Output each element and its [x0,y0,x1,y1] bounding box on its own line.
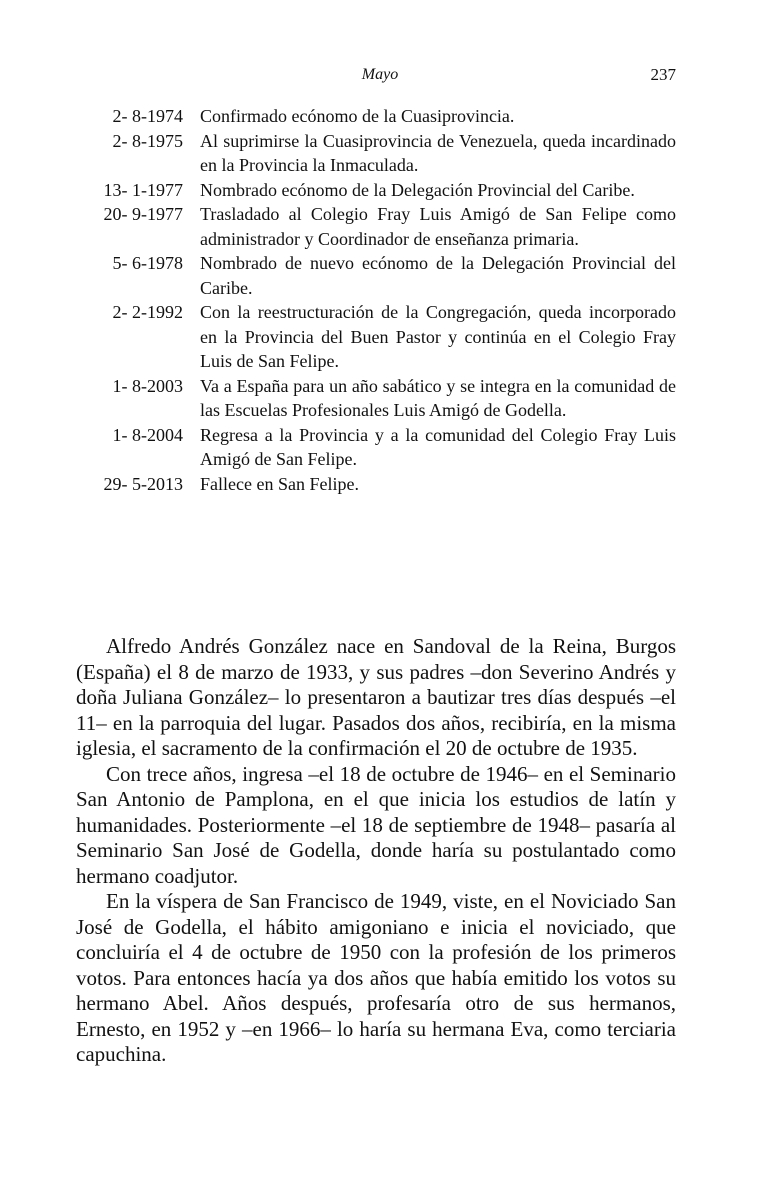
running-title: Mayo [361,66,399,83]
biography-paragraph: Alfredo Andrés González nace en Sandoval de la Reina, Burgos (España) el 8 de marzo de 1933, y sus padres –don Severino Andrés y doña Juliana González– lo presentaron a bautizar tres días después –el 11– en la parroquia del lugar. Pasados dos años, recibiría, en la misma iglesia, el sacramento de la confirmación el 20 de octubre de 1935. [76,634,676,760]
chronology-entry [70,202,676,251]
chronology-date: 2- 8-1975 [112,130,183,151]
chronology-date: 13- 1-1977 [103,179,183,200]
chronology-event: Regresa a la Provincia y a la comunidad del Colegio Fray Luis Amigó de San Felipe. [200,424,676,469]
biography-paragraph: Con trece años, ingresa –el 18 de octubre de 1946– en el Seminario San Antonio de Pamplona, en el que inicia los estudios de latín y humanidades. Posteriormente –el 18 de septiembre de 1948– pasaría al Seminario San José de Godella, donde haría su postulantado como hermano coadjutor. [76,761,676,888]
chronology-date: 20- 9-1977 [103,204,183,224]
page-number: 237 [650,65,676,84]
chronology-entry [70,104,676,129]
chronology-entry [70,300,676,374]
chronology-entry [70,423,676,472]
chronology-date: 1- 8-2004 [112,424,183,445]
chronology-entry [70,374,676,423]
chronology-entry [70,178,676,203]
chronology-date: 2- 2-1992 [112,302,183,322]
chronology-list [70,104,676,496]
chronology-event: Con la reestructuración de la Congregación, queda incorporado en la Provincia del Buen Pastor y continúa en el Colegio Fray Luis de San Felipe. [200,302,676,371]
chronology-event: Nombrado de nuevo ecónomo de la Delegación Provincial del Caribe. [200,253,676,298]
chronology-event: Nombrado ecónomo de la Delegación Provincial del Caribe. [200,179,635,200]
chronology-event: Al suprimirse la Cuasiprovincia de Venezuela, queda incardinado en la Provincia la Inmaculada. [200,130,676,175]
chronology-event: Fallece en San Felipe. [200,473,359,494]
chronology-date: 5- 6-1978 [112,253,183,273]
chronology-event: Va a España para un año sabático y se integra en la comunidad de las Escuelas Profesionales Luis Amigó de Godella. [200,375,676,420]
chronology-date: 1- 8-2003 [112,375,183,396]
biography-text [76,634,676,1068]
chronology-event: Trasladado al Colegio Fray Luis Amigó de San Felipe como administrador y Coordinador de enseñanza primaria. [200,204,676,249]
chronology-entry [70,251,676,300]
chronology-entry [70,472,676,497]
chronology-entry [70,129,676,178]
running-head [0,64,770,86]
chronology-date: 2- 8-1974 [112,106,183,126]
chronology-date: 29- 5-2013 [103,473,183,494]
chronology-event: Confirmado ecónomo de la Cuasiprovincia. [200,106,515,126]
biography-paragraph: En la víspera de San Francisco de 1949, viste, en el Noviciado San José de Godella, el hábito amigoniano e inicia el noviciado, que concluiría el 4 de octubre de 1950 con la profesión de los primeros votos. Para entonces hacía ya dos años que había emitido los votos su hermano Abel. Años después, profesaría otro de sus hermanos, Ernesto, en 1952 y –en 1966– lo haría su hermana Eva, como terciaria capuchina. [76,889,676,1066]
